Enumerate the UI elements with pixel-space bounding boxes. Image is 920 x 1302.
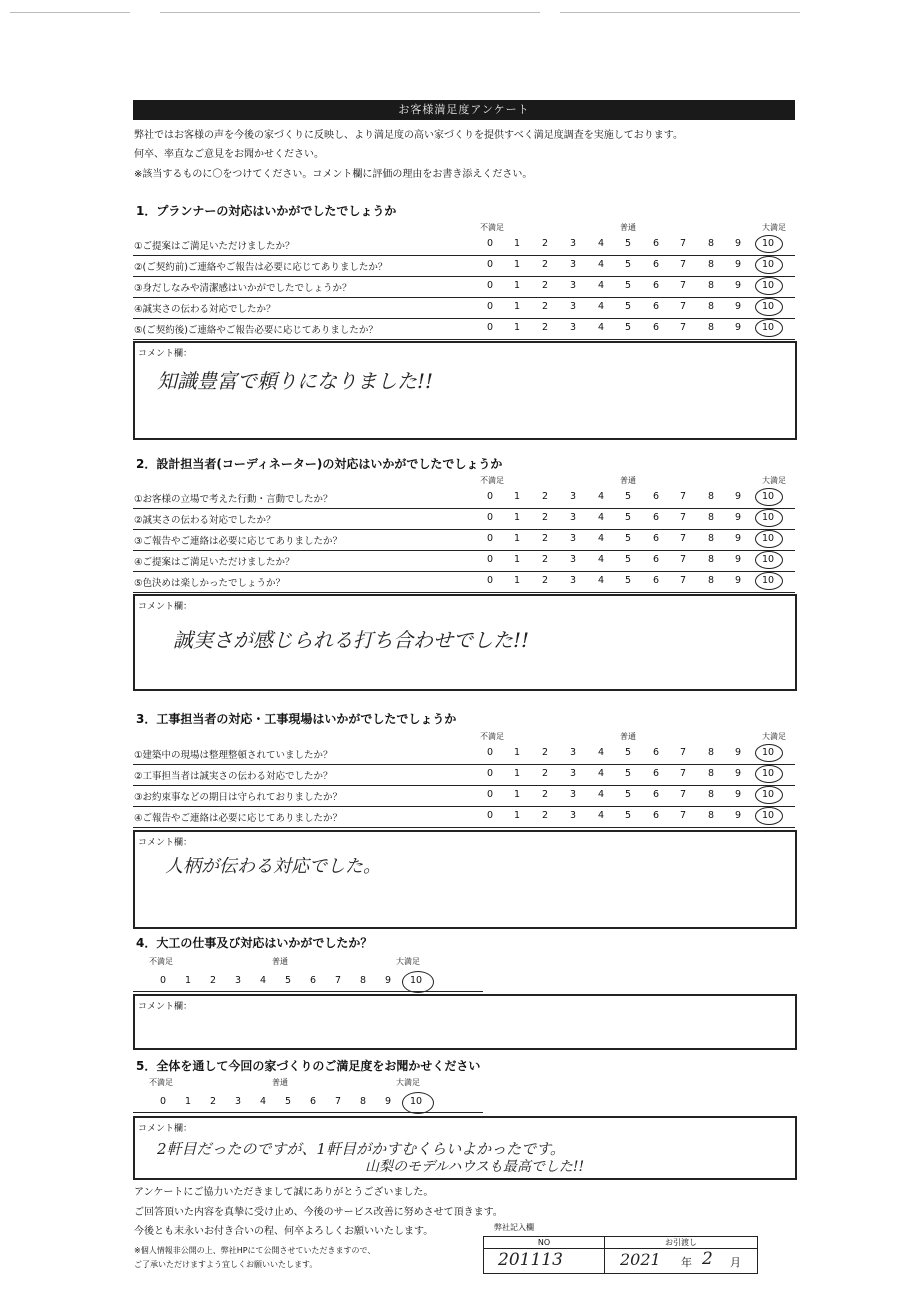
- rating-option-2[interactable]: 2: [541, 259, 549, 270]
- rating-option-10[interactable]: 10: [761, 259, 775, 270]
- question-text: ④誠実さの伝わる対応でしたか？: [134, 304, 276, 315]
- rating-option-1[interactable]: 1: [513, 810, 521, 821]
- selected-rating-circle: [755, 235, 783, 253]
- rating-option-2[interactable]: 2: [541, 238, 549, 249]
- rating-option-2[interactable]: 2: [541, 512, 549, 523]
- rating-option-3[interactable]: 3: [569, 554, 577, 565]
- rating-option-10[interactable]: 10: [409, 975, 423, 986]
- section2-title: 2．設計担当者(コーディネーター)の対応はいかがでしたでしょうか: [136, 457, 503, 471]
- scale-high-label: 大満足: [762, 223, 786, 232]
- rating-option-9[interactable]: 9: [734, 554, 742, 565]
- rating-option-1[interactable]: 1: [513, 238, 521, 249]
- rating-option-3[interactable]: 3: [569, 789, 577, 800]
- rating-option-10[interactable]: 10: [761, 533, 775, 544]
- rating-option-3[interactable]: 3: [569, 747, 577, 758]
- rating-option-6[interactable]: 6: [652, 301, 660, 312]
- rating-option-1[interactable]: 1: [184, 1096, 192, 1107]
- rating-option-8[interactable]: 8: [707, 238, 715, 249]
- rating-option-3[interactable]: 3: [569, 259, 577, 270]
- rating-option-8[interactable]: 8: [707, 533, 715, 544]
- footer-line-3: 今後とも末永いお付き合いの程、何卒よろしくお願いいたします。: [134, 1226, 434, 1237]
- rating-option-6[interactable]: 6: [309, 975, 317, 986]
- rating-option-9[interactable]: 9: [734, 322, 742, 333]
- rating-option-6[interactable]: 6: [652, 512, 660, 523]
- rating-option-5[interactable]: 5: [624, 768, 632, 779]
- rating-option-6[interactable]: 6: [652, 238, 660, 249]
- question-row: [133, 806, 795, 828]
- rating-option-10[interactable]: 10: [761, 238, 775, 249]
- section1-title: 1．プランナーの対応はいかがでしたでしょうか: [136, 204, 397, 218]
- office-use-box: [483, 1236, 758, 1274]
- question-text: ③お約束事などの期日は守られておりましたか？: [134, 792, 343, 803]
- rating-option-1[interactable]: 1: [513, 322, 521, 333]
- selected-rating-circle: [755, 765, 783, 783]
- section3-comment-text: 人柄が伝わる対応でした。: [165, 856, 381, 877]
- footer-line-2: ご回答頂いた内容を真摯に受け止め、今後のサービス改善に努めさせて頂きます。: [134, 1207, 503, 1218]
- rating-option-7[interactable]: 7: [679, 747, 687, 758]
- question-row: [133, 297, 795, 319]
- rating-option-5[interactable]: 5: [624, 238, 632, 249]
- question-text: ②(ご契約前)ご連絡やご報告は必要に応じてありましたか？: [134, 262, 388, 273]
- rating-option-5[interactable]: 5: [624, 789, 632, 800]
- rating-option-9[interactable]: 9: [734, 301, 742, 312]
- section1-comment-box: [133, 341, 797, 440]
- handover-year-value: 2021: [620, 1250, 661, 1269]
- section3-title: 3．工事担当者の対応・工事現場はいかがでしたでしょうか: [136, 712, 457, 726]
- rating-option-4[interactable]: 4: [597, 554, 605, 565]
- question-text: ④ご報告やご連絡は必要に応じてありましたか？: [134, 813, 343, 824]
- rating-option-4[interactable]: 4: [597, 575, 605, 586]
- question-text: ①ご提案はご満足いただけましたか？: [134, 241, 295, 252]
- section5-comment-line-1: 2軒目だったのですが、1軒目がかすむくらいよかったです。: [157, 1140, 565, 1158]
- question-row: [133, 255, 795, 277]
- rating-option-2[interactable]: 2: [541, 322, 549, 333]
- question-row: [133, 234, 795, 256]
- question-text: ⑤(ご契約後)ご連絡やご報告必要に応じてありましたか？: [134, 325, 378, 336]
- comment-label: コメント欄：: [138, 602, 193, 612]
- section1-comment-text: 知識豊富で頼りになりました!!: [157, 369, 434, 393]
- scale-mid-label: 普通: [272, 957, 288, 966]
- rating-option-0[interactable]: 0: [486, 301, 494, 312]
- rating-option-6[interactable]: 6: [652, 533, 660, 544]
- rating-option-4[interactable]: 4: [597, 768, 605, 779]
- rating-option-0[interactable]: 0: [486, 533, 494, 544]
- rating-option-5[interactable]: 5: [624, 533, 632, 544]
- rating-option-5[interactable]: 5: [624, 512, 632, 523]
- rating-option-4[interactable]: 4: [597, 259, 605, 270]
- intro-line-1: 弊社ではお客様の声を今後の家づくりに反映し、より満足度の高い家づくりを提供すべく満足度調査を実施しております。: [134, 130, 683, 141]
- rating-option-9[interactable]: 9: [734, 747, 742, 758]
- question-text: ③身だしなみや清潔感はいかがでしたでしょうか？: [134, 283, 352, 294]
- rating-option-9[interactable]: 9: [734, 512, 742, 523]
- rating-option-8[interactable]: 8: [707, 322, 715, 333]
- rating-option-2[interactable]: 2: [541, 810, 549, 821]
- rating-option-10[interactable]: 10: [761, 575, 775, 586]
- handover-header: お引渡し: [605, 1237, 757, 1249]
- rating-option-7[interactable]: 7: [679, 301, 687, 312]
- section2-comment-text: 誠実さが感じられる打ち合わせでした!!: [173, 628, 530, 652]
- rating-option-3[interactable]: 3: [569, 301, 577, 312]
- rating-option-7[interactable]: 7: [679, 322, 687, 333]
- selected-rating-circle: [755, 509, 783, 527]
- rating-option-4[interactable]: 4: [597, 747, 605, 758]
- selected-rating-circle: [402, 971, 434, 993]
- rating-option-1[interactable]: 1: [513, 280, 521, 291]
- rating-option-3[interactable]: 3: [569, 512, 577, 523]
- rating-option-10[interactable]: 10: [409, 1096, 423, 1107]
- rating-option-9[interactable]: 9: [734, 280, 742, 291]
- section4-title: 4．大工の仕事及び対応はいかがでしたか？: [136, 936, 373, 950]
- rating-option-0[interactable]: 0: [486, 554, 494, 565]
- rating-option-8[interactable]: 8: [359, 975, 367, 986]
- rating-option-2[interactable]: 2: [541, 789, 549, 800]
- scale-low-label: 不満足: [480, 732, 504, 741]
- survey-title: お客様満足度アンケート: [133, 100, 795, 120]
- rating-option-0[interactable]: 0: [486, 280, 494, 291]
- question-text: ③ご報告やご連絡は必要に応じてありましたか？: [134, 536, 343, 547]
- comment-label: コメント欄：: [138, 1124, 193, 1134]
- rating-option-4[interactable]: 4: [597, 301, 605, 312]
- rating-option-6[interactable]: 6: [652, 768, 660, 779]
- rating-option-2[interactable]: 2: [541, 491, 549, 502]
- rating-option-2[interactable]: 2: [541, 768, 549, 779]
- question-row: [133, 318, 795, 340]
- rating-option-4[interactable]: 4: [259, 975, 267, 986]
- rating-option-8[interactable]: 8: [707, 259, 715, 270]
- rating-option-10[interactable]: 10: [761, 747, 775, 758]
- rating-option-6[interactable]: 6: [652, 259, 660, 270]
- scale-low-label: 不満足: [149, 1078, 173, 1087]
- question-row: [133, 508, 795, 530]
- question-row: [133, 743, 795, 765]
- selected-rating-circle: [755, 572, 783, 590]
- footer-line-1: アンケートにご協力いただきまして誠にありがとうございました。: [134, 1187, 434, 1198]
- rating-option-6[interactable]: 6: [652, 280, 660, 291]
- section5-comment-line-2: 山梨のモデルハウスも最高でした!!: [365, 1159, 585, 1175]
- rating-option-10[interactable]: 10: [761, 554, 775, 565]
- scale-mid-label: 普通: [620, 223, 636, 232]
- rating-option-8[interactable]: 8: [707, 747, 715, 758]
- rating-option-4[interactable]: 4: [597, 491, 605, 502]
- rating-option-1[interactable]: 1: [513, 533, 521, 544]
- rating-option-5[interactable]: 5: [624, 575, 632, 586]
- selected-rating-circle: [755, 786, 783, 804]
- rating-option-0[interactable]: 0: [486, 322, 494, 333]
- rating-option-7[interactable]: 7: [679, 512, 687, 523]
- selected-rating-circle: [755, 807, 783, 825]
- rating-option-5[interactable]: 5: [624, 810, 632, 821]
- rating-option-6[interactable]: 6: [652, 810, 660, 821]
- rating-option-0[interactable]: 0: [486, 810, 494, 821]
- scale-mid-label: 普通: [620, 732, 636, 741]
- scale-low-label: 不満足: [480, 223, 504, 232]
- rating-option-9[interactable]: 9: [734, 789, 742, 800]
- rating-option-0[interactable]: 0: [486, 259, 494, 270]
- rating-option-0[interactable]: 0: [159, 975, 167, 986]
- rating-option-8[interactable]: 8: [707, 768, 715, 779]
- rating-option-7[interactable]: 7: [679, 575, 687, 586]
- rating-option-4[interactable]: 4: [597, 280, 605, 291]
- rating-option-3[interactable]: 3: [569, 322, 577, 333]
- rating-option-10[interactable]: 10: [761, 322, 775, 333]
- scale-high-label: 大満足: [396, 1078, 420, 1087]
- rating-option-10[interactable]: 10: [761, 512, 775, 523]
- rating-option-4[interactable]: 4: [597, 322, 605, 333]
- rating-option-0[interactable]: 0: [486, 747, 494, 758]
- rating-option-3[interactable]: 3: [234, 1096, 242, 1107]
- rating-option-6[interactable]: 6: [652, 554, 660, 565]
- rating-option-5[interactable]: 5: [624, 322, 632, 333]
- rating-option-0[interactable]: 0: [159, 1096, 167, 1107]
- comment-label: コメント欄：: [138, 1002, 193, 1012]
- rating-option-3[interactable]: 3: [569, 280, 577, 291]
- rating-option-1[interactable]: 1: [513, 491, 521, 502]
- rating-option-6[interactable]: 6: [652, 575, 660, 586]
- question-row: [133, 529, 795, 551]
- scan-mark: [10, 12, 130, 13]
- section5-title: 5．全体を通して今回の家づくりのご満足度をお聞かせください: [136, 1059, 481, 1073]
- rating-option-3[interactable]: 3: [234, 975, 242, 986]
- rating-option-5[interactable]: 5: [624, 301, 632, 312]
- section4-comment-box: [133, 994, 797, 1050]
- scale-low-label: 不満足: [480, 476, 504, 485]
- rating-option-4[interactable]: 4: [597, 789, 605, 800]
- scan-mark: [160, 12, 540, 13]
- year-label: 年: [681, 1256, 692, 1269]
- intro-line-3: ※該当するものに〇をつけてください。コメント欄に評価の理由をお書き添えください。: [134, 169, 533, 180]
- question-text: ①お客様の立場で考えた行動・言動でしたか？: [134, 494, 333, 505]
- scale-high-label: 大満足: [396, 957, 420, 966]
- rating-option-4[interactable]: 4: [259, 1096, 267, 1107]
- rating-option-2[interactable]: 2: [541, 301, 549, 312]
- rating-option-3[interactable]: 3: [569, 491, 577, 502]
- selected-rating-circle: [755, 488, 783, 506]
- rating-option-3[interactable]: 3: [569, 533, 577, 544]
- rating-option-1[interactable]: 1: [513, 789, 521, 800]
- rating-option-4[interactable]: 4: [597, 238, 605, 249]
- question-row: [133, 785, 795, 807]
- rating-option-8[interactable]: 8: [707, 512, 715, 523]
- rating-option-9[interactable]: 9: [734, 575, 742, 586]
- selected-rating-circle: [755, 551, 783, 569]
- intro-line-2: 何卒、率直なご意見をお聞かせください。: [134, 149, 324, 160]
- rating-option-10[interactable]: 10: [761, 789, 775, 800]
- rating-option-9[interactable]: 9: [734, 238, 742, 249]
- privacy-line-2: ご了承いただけますよう宜しくお願いいたします。: [134, 1260, 318, 1269]
- rating-option-10[interactable]: 10: [761, 301, 775, 312]
- rating-option-2[interactable]: 2: [209, 1096, 217, 1107]
- rating-option-10[interactable]: 10: [761, 810, 775, 821]
- office-use-label: 弊社記入欄: [494, 1223, 534, 1232]
- rating-option-1[interactable]: 1: [184, 975, 192, 986]
- rating-option-5[interactable]: 5: [284, 1096, 292, 1107]
- rating-option-5[interactable]: 5: [624, 747, 632, 758]
- rating-option-8[interactable]: 8: [707, 491, 715, 502]
- rating-option-8[interactable]: 8: [707, 810, 715, 821]
- rating-option-8[interactable]: 8: [707, 301, 715, 312]
- rating-option-6[interactable]: 6: [652, 491, 660, 502]
- rating-option-6[interactable]: 6: [652, 747, 660, 758]
- rating-option-1[interactable]: 1: [513, 747, 521, 758]
- selected-rating-circle: [755, 530, 783, 548]
- rating-option-1[interactable]: 1: [513, 768, 521, 779]
- selected-rating-circle: [755, 298, 783, 316]
- no-value: 201113: [498, 1250, 563, 1270]
- rating-option-0[interactable]: 0: [486, 512, 494, 523]
- rating-option-9[interactable]: 9: [734, 533, 742, 544]
- rating-option-8[interactable]: 8: [707, 554, 715, 565]
- section2-comment-box: [133, 594, 797, 691]
- rating-option-0[interactable]: 0: [486, 238, 494, 249]
- rating-option-2[interactable]: 2: [209, 975, 217, 986]
- section5-comment-box: [133, 1116, 797, 1180]
- selected-rating-circle: [755, 277, 783, 295]
- scale-high-label: 大満足: [762, 732, 786, 741]
- rating-option-8[interactable]: 8: [707, 280, 715, 291]
- comment-label: コメント欄：: [138, 838, 193, 848]
- rating-option-7[interactable]: 7: [679, 533, 687, 544]
- question-text: ④ご提案はご満足いただけましたか？: [134, 557, 295, 568]
- rating-option-9[interactable]: 9: [384, 1096, 392, 1107]
- scale-mid-label: 普通: [620, 476, 636, 485]
- handover-month-value: 2: [702, 1249, 713, 1269]
- question-text: ①建築中の現場は整理整頓されていましたか？: [134, 750, 333, 761]
- rating-option-2[interactable]: 2: [541, 747, 549, 758]
- month-label: 月: [730, 1256, 741, 1269]
- question-text: ②誠実さの伝わる対応でしたか？: [134, 515, 276, 526]
- question-row: [133, 550, 795, 572]
- rating-option-0[interactable]: 0: [486, 768, 494, 779]
- rating-option-2[interactable]: 2: [541, 280, 549, 291]
- rating-option-7[interactable]: 7: [334, 975, 342, 986]
- rating-option-7[interactable]: 7: [334, 1096, 342, 1107]
- rating-option-3[interactable]: 3: [569, 575, 577, 586]
- rating-option-7[interactable]: 7: [679, 810, 687, 821]
- rating-option-7[interactable]: 7: [679, 491, 687, 502]
- rating-option-2[interactable]: 2: [541, 575, 549, 586]
- rating-option-0[interactable]: 0: [486, 575, 494, 586]
- rating-option-4[interactable]: 4: [597, 810, 605, 821]
- rating-option-4[interactable]: 4: [597, 512, 605, 523]
- question-row: [133, 276, 795, 298]
- privacy-line-1: ※個人情報非公開の上、弊社HPにて公開させていただきますので、: [134, 1246, 376, 1255]
- scale-mid-label: 普通: [272, 1078, 288, 1087]
- rating-option-9[interactable]: 9: [734, 768, 742, 779]
- rating-option-8[interactable]: 8: [707, 575, 715, 586]
- rating-option-10[interactable]: 10: [761, 491, 775, 502]
- rating-option-5[interactable]: 5: [624, 554, 632, 565]
- question-row: [133, 487, 795, 509]
- rating-option-7[interactable]: 7: [679, 280, 687, 291]
- divider: [604, 1237, 605, 1273]
- question-text: ⑤色決めは楽しかったでしょうか？: [134, 578, 286, 589]
- rating-option-7[interactable]: 7: [679, 238, 687, 249]
- rating-option-7[interactable]: 7: [679, 259, 687, 270]
- selected-rating-circle: [755, 256, 783, 274]
- rating-option-6[interactable]: 6: [652, 789, 660, 800]
- rating-option-5[interactable]: 5: [624, 259, 632, 270]
- question-row: [133, 571, 795, 593]
- rating-option-3[interactable]: 3: [569, 768, 577, 779]
- rating-option-9[interactable]: 9: [384, 975, 392, 986]
- rating-option-2[interactable]: 2: [541, 533, 549, 544]
- rating-option-3[interactable]: 3: [569, 238, 577, 249]
- scale-low-label: 不満足: [149, 957, 173, 966]
- rating-option-0[interactable]: 0: [486, 491, 494, 502]
- rating-option-7[interactable]: 7: [679, 789, 687, 800]
- question-row: [133, 764, 795, 786]
- rating-option-1[interactable]: 1: [513, 301, 521, 312]
- divider: [133, 1112, 483, 1113]
- selected-rating-circle: [755, 319, 783, 337]
- rating-option-3[interactable]: 3: [569, 810, 577, 821]
- rating-option-9[interactable]: 9: [734, 810, 742, 821]
- no-header: NO: [484, 1237, 605, 1249]
- section3-comment-box: [133, 830, 797, 929]
- rating-option-1[interactable]: 1: [513, 575, 521, 586]
- rating-option-5[interactable]: 5: [284, 975, 292, 986]
- rating-option-5[interactable]: 5: [624, 491, 632, 502]
- selected-rating-circle: [402, 1092, 434, 1114]
- comment-label: コメント欄：: [138, 349, 193, 359]
- rating-option-4[interactable]: 4: [597, 533, 605, 544]
- rating-option-5[interactable]: 5: [624, 280, 632, 291]
- scan-mark: [560, 12, 800, 13]
- rating-option-1[interactable]: 1: [513, 554, 521, 565]
- rating-option-7[interactable]: 7: [679, 554, 687, 565]
- rating-option-8[interactable]: 8: [359, 1096, 367, 1107]
- rating-option-9[interactable]: 9: [734, 259, 742, 270]
- scale-high-label: 大満足: [762, 476, 786, 485]
- rating-option-7[interactable]: 7: [679, 768, 687, 779]
- rating-option-6[interactable]: 6: [309, 1096, 317, 1107]
- rating-option-10[interactable]: 10: [761, 768, 775, 779]
- divider: [133, 991, 483, 992]
- rating-option-1[interactable]: 1: [513, 259, 521, 270]
- rating-option-8[interactable]: 8: [707, 789, 715, 800]
- rating-option-2[interactable]: 2: [541, 554, 549, 565]
- rating-option-0[interactable]: 0: [486, 789, 494, 800]
- rating-option-6[interactable]: 6: [652, 322, 660, 333]
- rating-option-9[interactable]: 9: [734, 491, 742, 502]
- selected-rating-circle: [755, 744, 783, 762]
- rating-option-1[interactable]: 1: [513, 512, 521, 523]
- question-text: ②工事担当者は誠実さの伝わる対応でしたか？: [134, 771, 333, 782]
- rating-option-10[interactable]: 10: [761, 280, 775, 291]
